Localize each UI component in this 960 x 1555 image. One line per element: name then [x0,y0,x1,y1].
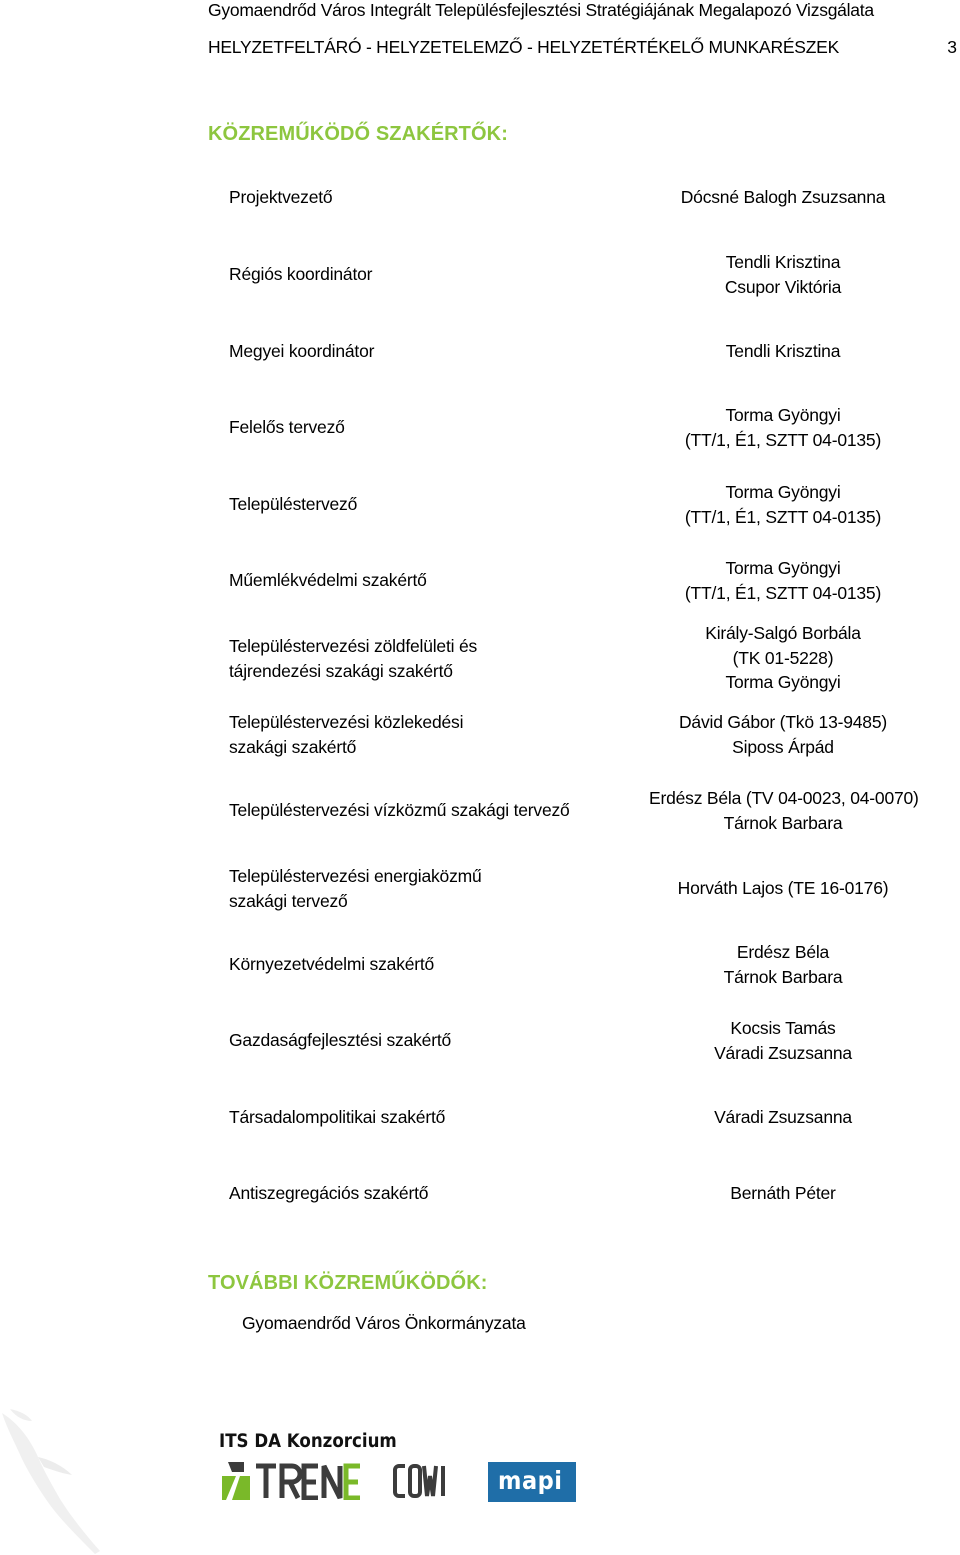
person-names [649,403,917,452]
person-name: Horváth Lajos (TE 16-0176) [677,878,889,898]
person-name: Csupor Viktória [724,276,842,297]
role-label: Településtervezési energiaközmű szakági tervező [229,866,482,911]
person-names [649,185,917,210]
person-name: (TK 01-5228) [732,647,834,668]
person-name: Kocsis Tamás [730,1018,836,1038]
person-names [649,710,917,759]
consortium-name: ITS DA Konzorcium [219,1431,397,1452]
role-label: Településtervező [229,494,358,514]
person-name: Tárnok Barbara [723,812,843,833]
role-label: Településtervezési közlekedési szakági szakértő [229,712,464,757]
person-names [649,621,917,695]
role-label: Megyei koordinátor [229,341,375,361]
person-name: Torma Gyöngyi [725,558,841,578]
role-label: Társadalompolitikai szakértő [229,1107,446,1127]
person-name: Tendli Krisztina [725,341,841,361]
person-name: Váradi Zsuzsanna [714,1107,852,1127]
person-name: Dávid Gábor (Tkö 13-9485) [678,712,888,732]
person-name: (TT/1, É1, SZTT 04-0135) [684,429,882,450]
mapi-logo [488,1462,576,1502]
person-name: Bernáth Péter [730,1183,836,1203]
person-names [649,876,917,901]
document-header-title: Gyomaendrőd Város Integrált Településfejlesztési Stratégiájának Megalapozó Vizsgálata [208,0,874,20]
person-name: Tendli Krisztina [725,252,841,272]
role-label: Felelős tervező [229,417,345,437]
person-name: Torma Gyöngyi [725,482,841,502]
trenecon-logo [222,1462,372,1500]
role-label: Régiós koordinátor [229,264,373,284]
person-names [649,1016,917,1065]
person-name: Király-Salgó Borbála [705,623,861,643]
person-name: Torma Gyöngyi [725,672,841,692]
person-names [649,339,917,364]
person-names [649,940,917,989]
document-header-subtitle: HELYZETFELTÁRÓ - HELYZETELEMZŐ - HELYZETÉRTÉKELŐ MUNKARÉSZEK [208,37,839,57]
mapi-logo-text: mapi [498,1466,563,1495]
role-label: Településtervezési zöldfelületi és tájrendezési szakági szakértő [229,636,478,681]
person-name: Dócsné Balogh Zsuzsanna [680,187,886,207]
page-number: 3 [947,37,957,57]
other-contributors-heading: TOVÁBBI KÖZREMŰKÖDŐK: [208,1272,488,1294]
role-label: Gazdaságfejlesztési szakértő [229,1030,452,1050]
cowi-logo [393,1462,453,1500]
other-contributor-item: Gyomaendrőd Város Önkormányzata [242,1313,526,1333]
person-name: Tárnok Barbara [723,966,843,987]
person-name: Váradi Zsuzsanna [714,1042,852,1063]
person-name: (TT/1, É1, SZTT 04-0135) [684,582,882,603]
role-label: Műemlékvédelmi szakértő [229,570,427,590]
person-names [649,250,917,299]
bird-watermark-icon [0,1405,110,1555]
role-label: Antiszegregációs szakértő [229,1183,429,1203]
person-name: Erdész Béla (TV 04-0023, 04-0070) [649,788,919,808]
person-name: Erdész Béla [736,942,830,962]
role-label: Környezetvédelmi szakértő [229,954,435,974]
person-name: Siposs Árpád [732,736,834,757]
person-name: (TT/1, É1, SZTT 04-0135) [684,506,882,527]
person-names [649,786,917,835]
contributors-heading: KÖZREMŰKÖDŐ SZAKÉRTŐK: [208,123,508,145]
person-names [649,556,917,605]
person-names [649,1105,917,1130]
person-names [649,480,917,529]
person-names [649,1181,917,1206]
role-label: Településtervezési vízközmű szakági tervező [229,800,570,820]
role-label: Projektvezető [229,187,333,207]
person-name: Torma Gyöngyi [725,405,841,425]
